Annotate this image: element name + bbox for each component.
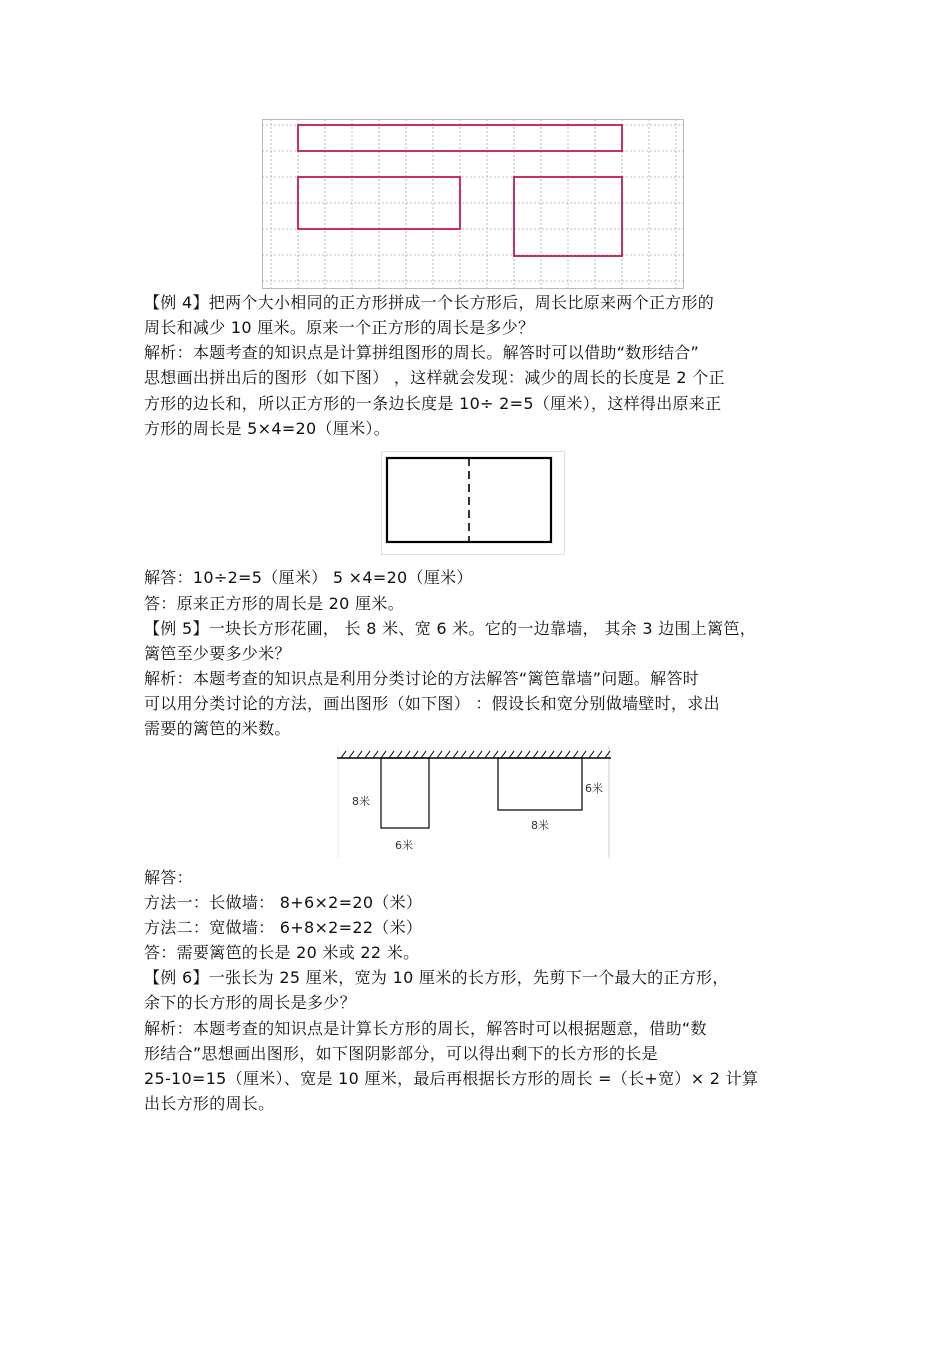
fence-rect-short-wall (498, 758, 582, 810)
example5-question-line2: 篱笆至少要多少米？ (144, 644, 291, 663)
example5-analysis-line1: 解析：本题考查的知识点是利用分类讨论的方法解答“篱笆靠墙”问题。解答时 (144, 669, 700, 688)
example4-question-line2: 周长和减少 10 厘米。原来一个正方形的周长是多少？ (144, 318, 535, 337)
wall-hatch-mark (373, 751, 378, 758)
wall-hatch-mark (421, 751, 426, 758)
fence-wall-svg (337, 746, 611, 858)
joined-squares-figure (381, 451, 565, 555)
wall-hatch-mark (501, 751, 506, 758)
wall-hatch-mark (477, 751, 482, 758)
label-6m-right: 6米 (585, 782, 603, 795)
fence-rect-long-wall (381, 758, 429, 828)
label-8m-left: 8米 (352, 795, 370, 808)
example6-analysis-line3: 25-10=15（厘米）、宽是 10 厘米，最后再根据长方形的周长 =（长+宽）× 2 计算 (144, 1069, 759, 1088)
wall-hatch-mark (405, 751, 410, 758)
wall-hatch-mark (597, 751, 602, 758)
wall-hatch-mark (533, 751, 538, 758)
wall-hatch-mark (581, 751, 586, 758)
example6-analysis-line4: 出长方形的周长。 (144, 1094, 275, 1113)
example5-question-line1: 【例 5】一块长方形花圃， 长 8 米、宽 6 米。它的一边靠墙， 其余 3 边围上篱笆， (144, 619, 756, 638)
wall-hatch-mark (357, 751, 362, 758)
wall-hatch-mark (525, 751, 530, 758)
wall-hatch-mark (541, 751, 546, 758)
wall-hatch-mark (589, 751, 594, 758)
wall-hatch-mark (493, 751, 498, 758)
wall-hatch-mark (389, 751, 394, 758)
wall-hatch-mark (413, 751, 418, 758)
wall-hatch-mark (349, 751, 354, 758)
example6-question-line1: 【例 6】一张长为 25 厘米，宽为 10 厘米的长方形，先剪下一个最大的正方形， (144, 968, 729, 987)
wall-hatch-mark (485, 751, 490, 758)
example5-method2: 方法二：宽做墙： 6+8×2=22（米） (144, 918, 423, 937)
wall-hatch-mark (397, 751, 402, 758)
wall-hatch-mark (573, 751, 578, 758)
example5-method1: 方法一：长做墙： 8+6×2=20（米） (144, 893, 423, 912)
wall-hatch-mark (365, 751, 370, 758)
example5-solution-title: 解答： (144, 868, 193, 887)
example4-answer: 答：原来正方形的周长是 20 厘米。 (144, 594, 404, 613)
wall-hatch-mark (429, 751, 434, 758)
wall-hatch-mark (549, 751, 554, 758)
wall-hatch-mark (453, 751, 458, 758)
wall-hatch-mark (517, 751, 522, 758)
wall-hatch-mark (509, 751, 514, 758)
label-8m-bottom: 8米 (531, 819, 549, 832)
grid-rectangles-figure (262, 119, 684, 289)
label-6m-bottom: 6米 (395, 839, 413, 852)
example4-question-line1: 【例 4】把两个大小相同的正方形拼成一个长方形后，周长比原来两个正方形的 (144, 293, 715, 312)
example6-analysis-line2: 形结合”思想画出图形，如下图阴影部分，可以得出剩下的长方形的长是 (144, 1044, 658, 1063)
wall-hatch-mark (341, 751, 346, 758)
example5-analysis-line2: 可以用分类讨论的方法，画出图形（如下图） ：假设长和宽分别做墙壁时，求出 (144, 694, 720, 713)
wall-hatch-mark (461, 751, 466, 758)
wall-hatch-mark (445, 751, 450, 758)
example4-analysis-line1: 解析：本题考查的知识点是计算拼组图形的周长。解答时可以借助“数形结合” (144, 343, 700, 362)
wall-hatch-mark (437, 751, 442, 758)
wall-hatch-mark (469, 751, 474, 758)
example4-analysis-line4: 方形的周长是 5×4=20（厘米）。 (144, 419, 391, 438)
example4-analysis-line3: 方形的边长和，所以正方形的一条边长度是 10÷ 2=5（厘米），这样得出原来正 (144, 394, 722, 413)
example6-analysis-line1: 解析：本题考查的知识点是计算长方形的周长，解答时可以根据题意，借助“数 (144, 1019, 707, 1038)
example5-analysis-line3: 需要的篱笆的米数。 (144, 719, 291, 738)
wall-hatch-mark (557, 751, 562, 758)
grid-svg (262, 119, 684, 289)
example4-analysis-line2: 思想画出拼出后的图形（如下图） ，这样就会发现：减少的周长的长度是 2 个正 (144, 368, 725, 387)
fence-wall-figure (337, 746, 611, 858)
wall-hatch-mark (381, 751, 386, 758)
example5-answer: 答：需要篱笆的长是 20 米或 22 米。 (144, 943, 420, 962)
example4-solution: 解答：10÷2=5（厘米） 5 ×4=20（厘米） (144, 568, 473, 587)
wall-hatch-mark (565, 751, 570, 758)
joined-squares-svg (381, 451, 565, 555)
example6-question-line2: 余下的长方形的周长是多少？ (144, 993, 356, 1012)
